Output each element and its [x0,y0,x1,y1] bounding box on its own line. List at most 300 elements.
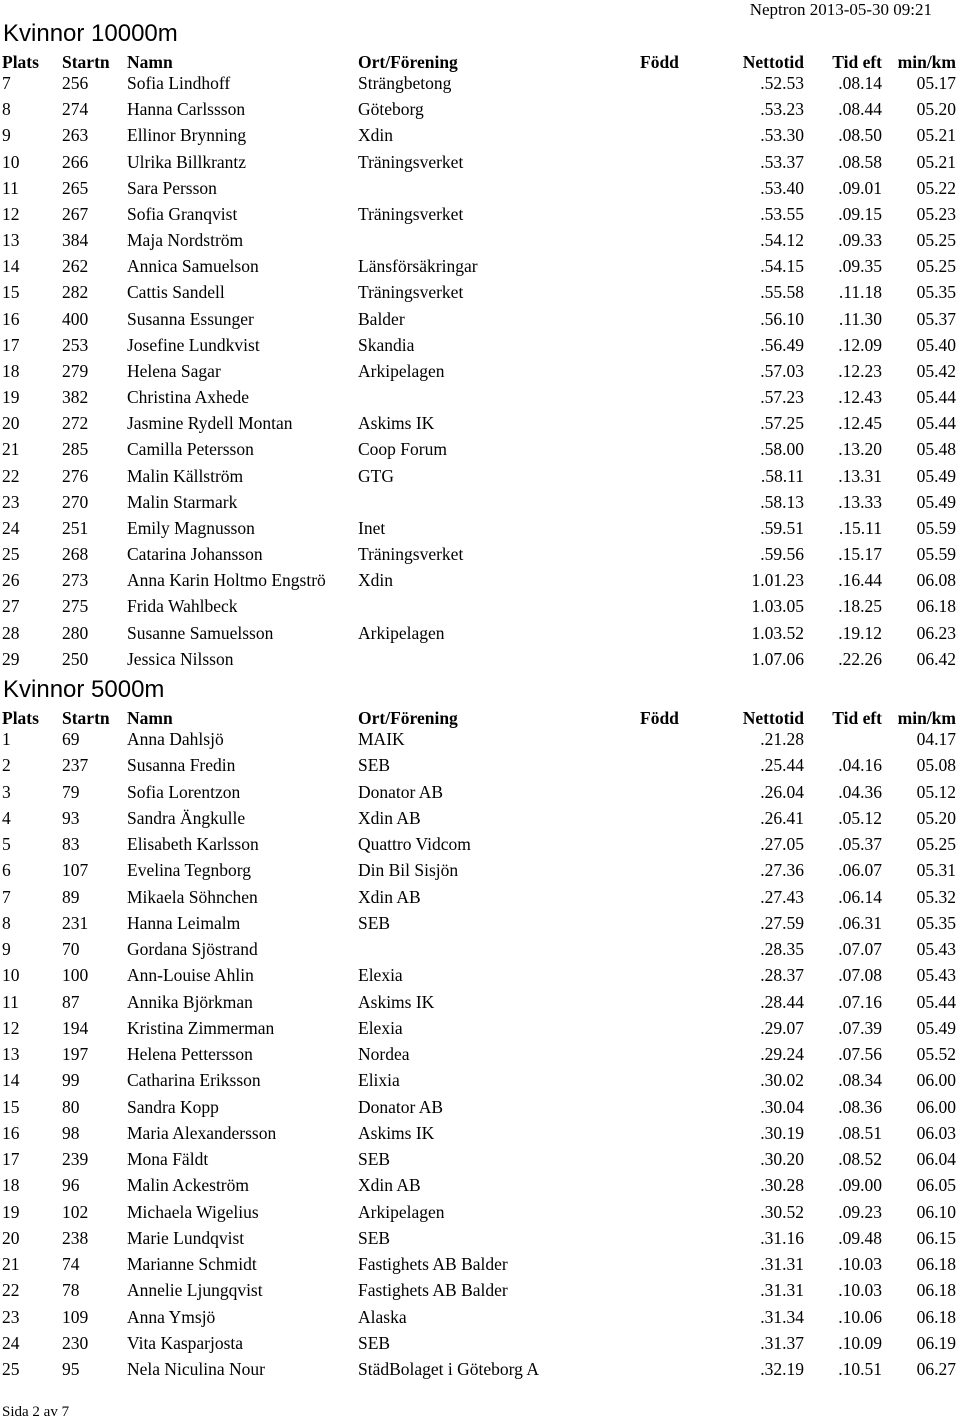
cell-tideft: .10.09 [838,1332,882,1353]
cell-namn: Elisabeth Karlsson [127,834,259,854]
cell-plats: 14 [2,256,20,277]
cell-minkm: 05.43 [916,965,956,986]
cell-startn: 280 [62,622,89,643]
cell-startn: 239 [62,1149,89,1169]
cell-minkm: 05.21 [916,125,956,146]
cell-nettotid: .53.40 [760,177,804,198]
cell-tideft: .10.03 [838,1254,882,1274]
cell-minkm: 06.05 [916,1175,956,1196]
cell-tideft: .08.52 [838,1149,882,1169]
cell-startn: 250 [62,648,89,669]
cell-nettotid: .29.07 [760,1017,804,1038]
cell-tideft: .15.17 [838,544,882,565]
cell-ort: Askims IK [358,991,435,1012]
cell-namn: Sofia Lindhoff [127,73,231,93]
cell-minkm: 05.31 [916,860,956,881]
cell-startn: 69 [62,729,80,749]
cell-namn: Vita Kasparjosta [127,1332,244,1353]
cell-nettotid: .31.37 [760,1332,804,1353]
cell-startn: 109 [62,1306,89,1327]
cell-tideft: .09.23 [838,1201,882,1222]
cell-tideft: .08.44 [838,99,882,120]
cell-namn: Sofia Lorentzon [127,781,241,802]
cell-nettotid: .53.37 [760,151,804,172]
cell-startn: 274 [62,99,89,120]
cell-startn: 98 [62,1122,80,1143]
cell-ort: Donator AB [358,1096,444,1117]
cell-namn: Nela Niculina Nour [127,1359,266,1379]
cell-plats: 15 [2,282,20,303]
cell-plats: 16 [2,1122,20,1143]
cell-startn: 275 [62,596,89,617]
cell-ort: Fastighets AB Balder [358,1254,508,1274]
cell-startn: 267 [62,203,89,224]
cell-nettotid: .30.20 [760,1149,804,1169]
cell-namn: Susanna Fredin [127,755,236,776]
cell-ort: Balder [358,308,405,329]
cell-tideft: .13.33 [838,491,882,512]
cell-ort: Fastighets AB Balder [358,1280,508,1301]
cell-minkm: 05.44 [916,991,956,1012]
cell-namn: Maria Alexandersson [127,1122,277,1143]
cell-ort: Arkipelagen [358,1201,445,1222]
cell-nettotid: .56.10 [760,308,804,329]
cell-plats: 29 [2,648,20,669]
cell-namn: Malin Ackeström [127,1175,249,1196]
cell-minkm: 05.59 [916,544,956,565]
cell-nettotid: 1.03.52 [751,622,804,643]
cell-tideft: .08.36 [838,1096,882,1117]
cell-namn: Catarina Johansson [127,544,263,565]
cell-nettotid: .30.02 [760,1070,804,1091]
cell-tideft: .07.56 [838,1044,882,1064]
cell-minkm: 05.48 [916,439,956,460]
cell-namn: Malin Starmark [127,491,238,512]
cell-tideft: .10.03 [838,1280,882,1301]
cell-namn: Susanne Samuelsson [127,622,274,643]
cell-nettotid: 1.07.06 [751,648,804,669]
cell-startn: 102 [62,1201,89,1222]
col-tideft: Tid eft [832,52,882,72]
section-title-10000m: Kvinnor 10000m [3,20,178,47]
cell-startn: 79 [62,781,80,802]
cell-minkm: 05.37 [916,308,956,329]
cell-tideft: .11.30 [838,308,882,329]
cell-minkm: 05.22 [916,177,956,198]
cell-plats: 13 [2,1044,20,1064]
cell-tideft: .04.16 [838,755,882,776]
cell-minkm: 05.49 [916,491,956,512]
cell-namn: Josefine Lundkvist [127,334,260,355]
cell-startn: 78 [62,1280,80,1301]
cell-tideft: .11.18 [838,282,882,303]
cell-plats: 14 [2,1070,20,1091]
cell-plats: 11 [2,177,19,198]
cell-startn: 285 [62,439,89,460]
cell-plats: 10 [2,151,20,172]
cell-namn: Emily Magnusson [127,517,255,538]
table-row [0,360,960,386]
cell-startn: 231 [62,912,89,933]
cell-minkm: 05.44 [916,413,956,434]
cell-ort: SEB [358,1332,391,1353]
cell-ort: Din Bil Sisjön [358,860,459,881]
table-row [0,334,960,360]
cell-namn: Catharina Eriksson [127,1070,261,1091]
cell-ort: Nordea [358,1044,410,1064]
cell-minkm: 05.12 [916,781,956,802]
cell-nettotid: .52.53 [760,73,804,93]
table-row [0,1332,960,1358]
cell-minkm: 05.43 [916,939,956,959]
cell-plats: 11 [2,991,19,1012]
cell-ort: Donator AB [358,781,444,802]
cell-nettotid: .59.51 [760,517,804,538]
cell-plats: 20 [2,413,20,434]
cell-plats: 9 [2,125,11,146]
cell-namn: Annelie Ljungqvist [127,1280,263,1301]
cell-tideft: .22.26 [838,648,882,669]
col-startn: Startn [62,52,110,72]
table-row [0,412,960,438]
cell-namn: Anna Dahlsjö [127,729,224,749]
cell-namn: Marianne Schmidt [127,1254,257,1274]
table-row [0,1201,960,1227]
table-row [0,912,960,938]
section-title-5000m: Kvinnor 5000m [3,676,165,703]
table-row [0,1096,960,1122]
cell-plats: 18 [2,1175,20,1196]
table-row [0,177,960,203]
cell-tideft: .18.25 [838,596,882,617]
cell-startn: 93 [62,807,80,828]
cell-namn: Ulrika Billkrantz [127,151,247,172]
table-row [0,859,960,885]
table-row [0,1043,960,1069]
cell-ort: Träningsverket [358,282,464,303]
cell-namn: Cattis Sandell [127,282,225,303]
cell-minkm: 06.00 [916,1070,956,1091]
table-row [0,1306,960,1332]
cell-startn: 251 [62,517,89,538]
cell-ort: Göteborg [358,99,424,120]
cell-startn: 279 [62,360,89,381]
col-plats: Plats [2,708,39,728]
table-row [0,964,960,990]
cell-nettotid: .57.23 [760,387,804,408]
cell-namn: Sofia Granqvist [127,203,238,224]
cell-startn: 237 [62,755,89,776]
cell-namn: Michaela Wigelius [127,1201,259,1222]
cell-plats: 13 [2,230,20,251]
cell-minkm: 05.52 [916,1044,956,1064]
cell-plats: 28 [2,622,20,643]
cell-ort: SEB [358,912,391,933]
cell-nettotid: .25.44 [760,755,804,776]
cell-ort: Strängbetong [358,73,452,93]
header-timestamp: Neptron 2013-05-30 09:21 [749,0,932,19]
cell-startn: 238 [62,1227,89,1248]
cell-minkm: 06.18 [916,1280,956,1301]
col-minkm: min/km [897,708,956,728]
table-row [0,438,960,464]
col-fodd: Född [640,708,679,728]
cell-minkm: 05.32 [916,886,956,907]
cell-tideft: .07.16 [838,991,882,1012]
cell-startn: 96 [62,1175,80,1196]
cell-nettotid: .29.24 [760,1044,804,1064]
cell-minkm: 05.59 [916,517,956,538]
table-row [0,203,960,229]
cell-plats: 1 [2,729,11,749]
cell-namn: Jasmine Rydell Montan [127,413,293,434]
table-row [0,72,960,98]
cell-startn: 74 [62,1254,80,1274]
cell-namn: Ellinor Brynning [127,125,247,146]
cell-plats: 23 [2,1306,20,1327]
cell-startn: 87 [62,991,80,1012]
cell-ort: Träningsverket [358,544,464,565]
cell-startn: 197 [62,1044,89,1064]
cell-tideft: .09.00 [838,1175,882,1196]
cell-nettotid: .31.34 [760,1306,804,1327]
table-row [0,1122,960,1148]
cell-tideft: .09.33 [838,230,882,251]
cell-tideft: .10.06 [838,1306,882,1327]
cell-ort: Xdin [358,570,393,591]
cell-nettotid: .53.30 [760,125,804,146]
cell-namn: Ann-Louise Ahlin [127,965,254,986]
cell-minkm: 06.18 [916,1254,956,1274]
cell-minkm: 05.49 [916,465,956,486]
column-header-10000m [0,51,960,73]
cell-minkm: 05.49 [916,1017,956,1038]
cell-plats: 6 [2,860,11,881]
cell-plats: 23 [2,491,20,512]
table-row [0,308,960,334]
cell-tideft: .15.11 [838,517,882,538]
cell-namn: Frida Wahlbeck [127,596,238,617]
cell-nettotid: 1.03.05 [751,596,804,617]
cell-plats: 9 [2,939,11,959]
cell-plats: 7 [2,886,11,907]
cell-namn: Kristina Zimmerman [127,1017,275,1038]
cell-ort: GTG [358,465,394,486]
cell-startn: 384 [62,230,89,251]
table-row [0,386,960,412]
cell-plats: 12 [2,1017,20,1038]
cell-ort: Xdin AB [358,807,421,828]
cell-tideft: .05.12 [838,807,882,828]
cell-ort: SEB [358,755,391,776]
cell-startn: 382 [62,387,89,408]
cell-nettotid: .31.16 [760,1227,804,1248]
cell-nettotid: .27.59 [760,912,804,933]
cell-nettotid: .58.11 [760,465,804,486]
column-header-5000m [0,707,960,729]
table-row [0,569,960,595]
cell-namn: Mikaela Söhnchen [127,886,258,907]
cell-tideft: .05.37 [838,834,882,854]
col-namn: Namn [127,52,173,72]
cell-minkm: 06.19 [916,1332,956,1353]
table-row [0,595,960,621]
cell-nettotid: .27.43 [760,886,804,907]
cell-ort: Träningsverket [358,203,464,224]
cell-namn: Susanna Essunger [127,308,254,329]
cell-ort: SEB [358,1227,391,1248]
cell-plats: 26 [2,570,20,591]
cell-minkm: 05.23 [916,203,956,224]
cell-namn: Camilla Petersson [127,439,254,460]
cell-ort: Elexia [358,1017,403,1038]
col-fodd: Född [640,52,679,72]
cell-startn: 83 [62,834,80,854]
cell-tideft: .13.31 [838,465,882,486]
cell-plats: 22 [2,465,20,486]
cell-startn: 256 [62,73,89,93]
cell-minkm: 06.04 [916,1149,956,1169]
cell-minkm: 05.44 [916,387,956,408]
cell-minkm: 05.25 [916,834,956,854]
cell-tideft: .07.39 [838,1017,882,1038]
cell-plats: 17 [2,1149,20,1169]
table-row [0,255,960,281]
cell-plats: 7 [2,73,11,93]
cell-tideft: .07.08 [838,965,882,986]
cell-namn: Maja Nordström [127,230,244,251]
cell-minkm: 06.00 [916,1096,956,1117]
cell-tideft: .06.07 [838,860,882,881]
cell-namn: Mona Fäldt [127,1149,209,1169]
table-row [0,648,960,674]
cell-startn: 70 [62,939,80,959]
table-row [0,807,960,833]
cell-minkm: 06.42 [916,648,956,669]
cell-plats: 17 [2,334,20,355]
page-number: Sida 2 av 7 [2,1404,70,1420]
table-row [0,1279,960,1305]
cell-ort: Askims IK [358,413,435,434]
cell-ort: Träningsverket [358,151,464,172]
table-row [0,229,960,255]
cell-nettotid: .30.04 [760,1096,804,1117]
cell-plats: 4 [2,807,11,828]
cell-nettotid: .56.49 [760,334,804,355]
cell-nettotid: .55.58 [760,282,804,303]
cell-tideft: .09.48 [838,1227,882,1248]
cell-namn: Hanna Carlssson [127,99,246,120]
cell-nettotid: .30.19 [760,1122,804,1143]
cell-tideft: .12.43 [838,387,882,408]
cell-plats: 22 [2,1280,20,1301]
cell-nettotid: .27.36 [760,860,804,881]
cell-nettotid: .57.25 [760,413,804,434]
cell-nettotid: .58.13 [760,491,804,512]
cell-ort: Skandia [358,334,415,355]
cell-ort: MAIK [358,729,405,749]
cell-ort: SEB [358,1149,391,1169]
cell-nettotid: .26.04 [760,781,804,802]
cell-nettotid: .31.31 [760,1280,804,1301]
cell-nettotid: .54.12 [760,230,804,251]
cell-nettotid: .58.00 [760,439,804,460]
table-row [0,281,960,307]
cell-plats: 5 [2,834,11,854]
cell-plats: 12 [2,203,20,224]
cell-tideft: .08.50 [838,125,882,146]
cell-minkm: 06.10 [916,1201,956,1222]
cell-plats: 15 [2,1096,20,1117]
cell-ort: Länsförsäkringar [358,256,478,277]
cell-namn: Sara Persson [127,177,217,198]
cell-namn: Sandra Kopp [127,1096,219,1117]
cell-startn: 282 [62,282,89,303]
cell-namn: Helena Sagar [127,360,221,381]
table-row [0,98,960,124]
table-row [0,1174,960,1200]
cell-plats: 16 [2,308,20,329]
cell-ort: Xdin AB [358,1175,421,1196]
cell-minkm: 05.20 [916,99,956,120]
cell-plats: 27 [2,596,20,617]
cell-startn: 107 [62,860,89,881]
cell-nettotid: .28.44 [760,991,804,1012]
table-row [0,517,960,543]
cell-ort: Inet [358,517,386,538]
cell-ort: Coop Forum [358,439,447,460]
cell-startn: 262 [62,256,89,277]
cell-startn: 266 [62,151,89,172]
table-row [0,1253,960,1279]
cell-startn: 263 [62,125,89,146]
table-row [0,1227,960,1253]
cell-tideft: .19.12 [838,622,882,643]
col-ort: Ort/Förening [358,52,458,72]
cell-tideft: .12.09 [838,334,882,355]
cell-tideft: .08.51 [838,1122,882,1143]
cell-namn: Jessica Nilsson [127,648,234,669]
table-row [0,781,960,807]
cell-plats: 21 [2,1254,20,1274]
cell-nettotid: .27.05 [760,834,804,854]
cell-tideft: .12.23 [838,360,882,381]
cell-plats: 24 [2,1332,20,1353]
cell-nettotid: .32.19 [760,1359,804,1379]
cell-namn: Annika Björkman [127,991,253,1012]
table-row [0,1358,960,1384]
cell-tideft: .13.20 [838,439,882,460]
cell-startn: 230 [62,1332,89,1353]
col-tideft: Tid eft [832,708,882,728]
table-row [0,1148,960,1174]
cell-minkm: 05.25 [916,256,956,277]
cell-startn: 268 [62,544,89,565]
table-row [0,124,960,150]
cell-tideft: .12.45 [838,413,882,434]
cell-plats: 19 [2,1201,20,1222]
cell-startn: 95 [62,1359,80,1379]
cell-ort: Quattro Vidcom [358,834,471,854]
cell-startn: 270 [62,491,89,512]
table-row [0,465,960,491]
cell-plats: 20 [2,1227,20,1248]
cell-namn: Annica Samuelson [127,256,259,277]
cell-startn: 100 [62,965,89,986]
cell-tideft: .16.44 [838,570,882,591]
cell-ort: StädBolaget i Göteborg A [358,1359,539,1379]
cell-plats: 24 [2,517,20,538]
